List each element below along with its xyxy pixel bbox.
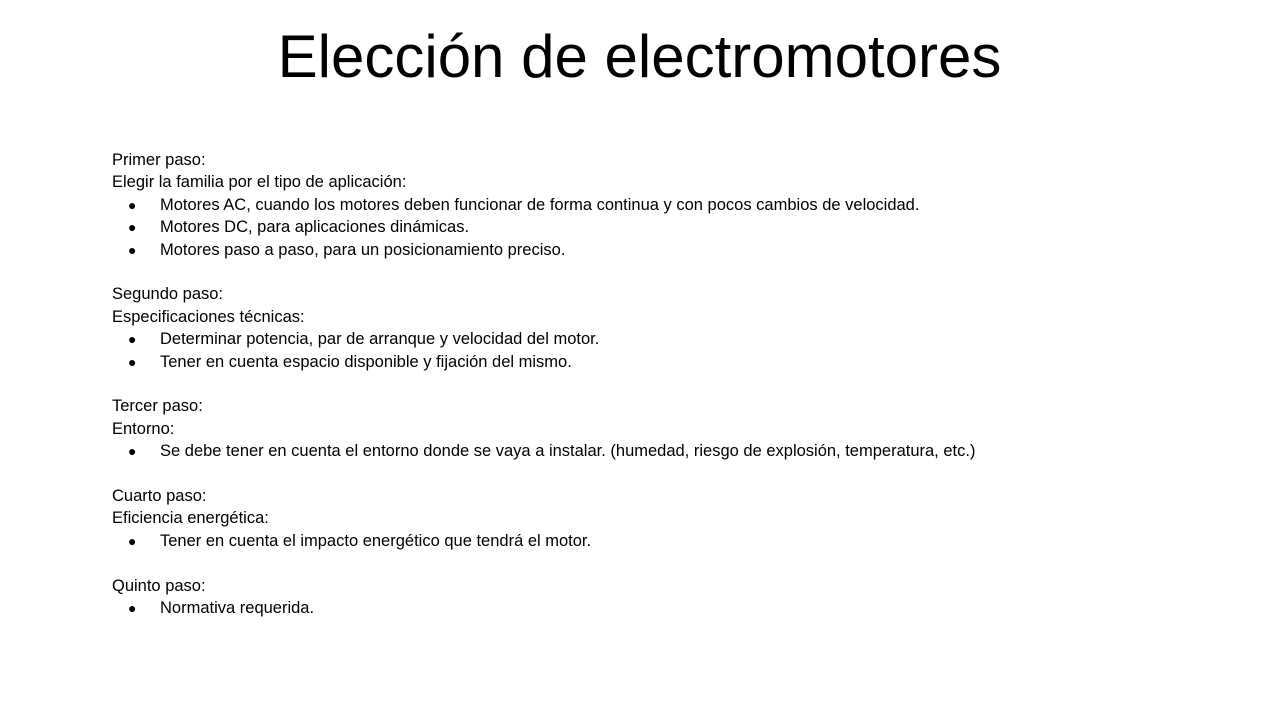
bullet-icon: ● xyxy=(128,241,137,258)
bullet-icon: ● xyxy=(128,331,137,348)
slide-content xyxy=(112,149,1212,642)
list-item xyxy=(112,194,1212,216)
step-heading: Primer paso: xyxy=(112,151,206,169)
bullet-text: Se debe tener en cuenta el entorno donde se vaya a instalar. (humedad, riesgo de explosión, temperatura, etc.) xyxy=(160,442,976,461)
step-4 xyxy=(112,485,1212,552)
bullet-text: Normativa requerida. xyxy=(160,599,315,618)
list-item xyxy=(112,597,1212,619)
step-3 xyxy=(112,395,1212,462)
step-subheading: Entorno: xyxy=(112,419,175,438)
step-heading: Quinto paso: xyxy=(112,576,206,595)
bullet-text: Motores DC, para aplicaciones dinámicas. xyxy=(160,218,470,237)
bullet-list xyxy=(112,597,1212,619)
list-item xyxy=(112,239,1212,261)
list-item xyxy=(112,530,1212,552)
list-item xyxy=(112,440,1212,462)
step-heading: Tercer paso: xyxy=(112,397,203,416)
step-heading: Segundo paso: xyxy=(112,285,224,304)
list-item xyxy=(112,216,1212,238)
bullet-list xyxy=(112,440,1212,462)
step-2 xyxy=(112,283,1212,373)
bullet-icon: ● xyxy=(128,196,137,213)
bullet-list xyxy=(112,530,1212,552)
bullet-text: Tener en cuenta espacio disponible y fijación del mismo. xyxy=(160,352,572,371)
bullet-list xyxy=(112,194,1212,261)
bullet-text: Determinar potencia, par de arranque y velocidad del motor. xyxy=(160,330,600,349)
bullet-text: Motores AC, cuando los motores deben funcionar de forma continua y con pocos cambios de velocidad. xyxy=(160,195,920,214)
step-subheading: Especificaciones técnicas: xyxy=(112,307,305,326)
bullet-text: Tener en cuenta el impacto energético que tendrá el motor. xyxy=(160,531,592,550)
step-subheading: Eficiencia energética: xyxy=(112,509,269,528)
bullet-icon: ● xyxy=(128,600,137,617)
step-5 xyxy=(112,575,1212,620)
bullet-text: Motores paso a paso, para un posicionamiento preciso. xyxy=(160,240,566,259)
bullet-icon: ● xyxy=(128,532,137,549)
slide-title: Elección de electromotores xyxy=(277,23,1002,90)
list-item xyxy=(112,351,1212,373)
list-item xyxy=(112,328,1212,350)
bullet-icon: ● xyxy=(128,353,137,370)
bullet-icon: ● xyxy=(128,443,137,460)
bullet-icon: ● xyxy=(128,219,137,236)
bullet-list xyxy=(112,328,1212,373)
step-heading: Cuarto paso: xyxy=(112,487,207,506)
step-subheading: Elegir la familia por el tipo de aplicación: xyxy=(112,173,407,192)
step-1 xyxy=(112,149,1212,261)
